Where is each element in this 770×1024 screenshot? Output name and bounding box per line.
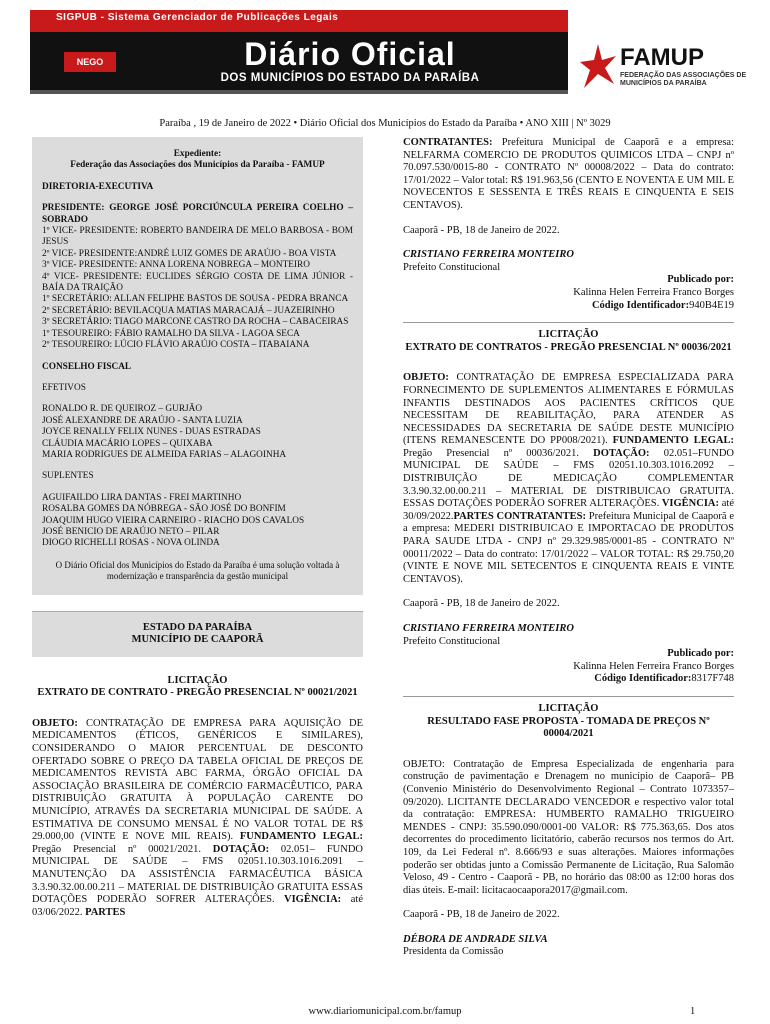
- expediente-box: [32, 137, 363, 595]
- masthead-system-name: SIGPUB - Sistema Gerenciador de Publicações Legais: [56, 12, 339, 23]
- suplente-item: JOSÉ BENICIO DE ARAÚJO NETO – PILAR: [42, 526, 220, 537]
- article-divider: [403, 322, 734, 323]
- conselho-fiscal-title: CONSELHO FISCAL: [42, 361, 132, 372]
- diretoria-title: DIRETORIA-EXECUTIVA: [42, 181, 154, 192]
- right-article2-place: Caaporã - PB, 18 de Janeiro de 2022.: [403, 598, 560, 610]
- article-divider: [403, 696, 734, 697]
- right-article2-role: Prefeito Constitucional: [403, 635, 501, 647]
- left-article-body: OBJETO: CONTRATAÇÃO DE EMPRESA PARA AQUISIÇÃO DE MEDICAMENTOS (ÉTICOS, GENÉRICOS E SIMILARES), CONSIDERANDO O MAIOR PERCENTUAL DE DESCONTO OFERTADO SOBRE O PREÇO DA TABELA OFICIAL DE PREÇOS DE MEDICAMENTOS REVISTA ABC FARMA, ÓRGÃO OFICIAL DA ASSOCIAÇÃO BRASILEIRA DE COMÉRCIO FARMACÊUTICO, PARA DISTRIBUIÇÃO GRATUITA À POPULAÇÃO CARENTE DO MUNICÍPIO, ATRAVÉS DA SECRETARIA MUNICIPAL DE SAÚDE. A ESTIMATIVA DE CONSUMO MENSAL É NO VALOR TOTAL DE R$ 29.000,00 (VINTE E NOVE MIL REAIS). FUNDAMENTO LEGAL: Pregão Presencial nº 00021/2021. DOTAÇÃO: 02.051– FUNDO MUNICIPAL DE SAÚDE – FMS 02051.10.303.1016.2091 – MANUTENÇÃO DA ASSISTÊNCIA FARMACÊUTICA BÁSICA 3.3.90.32.00.00.211 – MATERIAL DE DISTRIBUIÇÃO GRATUITA ESSAS DOTAÇÕES PODERÃO SOFRER ALTERAÇÕES. VIGÊNCIA: até 03/06/2022. PARTES: [32, 717, 364, 918]
- efetivo-item: JOSÉ ALEXANDRE DE ARAÚJO - SANTA LUZIA: [42, 415, 243, 426]
- left-article-section: LICITAÇÃO: [167, 674, 228, 686]
- efetivo-item: JOYCE RENALLY FELIX NUNES - DUAS ESTRADAS: [42, 427, 261, 438]
- left-article-title: EXTRATO DE CONTRATO - PREGÃO PRESENCIAL Nº 00021/2021: [37, 687, 358, 699]
- famup-logo: [578, 42, 758, 98]
- right-article2-code: Código Identificador:8317F748: [594, 673, 734, 685]
- edition-line: Paraíba , 19 de Janeiro de 2022 • Diário Oficial dos Municípios do Estado da Paraíba • ANO XIII | Nº 3029: [159, 118, 611, 129]
- diretoria-item: PRESIDENTE: GEORGE JOSÉ PORCIÚNCULA PEREIRA COELHO – SOBRADO: [42, 203, 353, 225]
- right-article1-role: Prefeito Constitucional: [403, 261, 501, 273]
- suplente-item: ROSALBA GOMES DA NÓBREGA - SÃO JOSÉ DO BONFIM: [42, 504, 286, 515]
- right-article1-place: Caaporã - PB, 18 de Janeiro de 2022.: [403, 224, 560, 236]
- masthead-badge: NEGO: [64, 52, 116, 72]
- diretoria-item: 3º SECRETÁRIO: TIAGO MARCONE CASTRO DA ROCHA – CABACEIRAS: [42, 317, 349, 328]
- diretoria-list: [42, 203, 353, 351]
- suplente-item: AGUIFAILDO LIRA DANTAS - FREI MARTINHO: [42, 492, 242, 503]
- masthead-main: [30, 32, 568, 90]
- expediente-title: Expediente:: [173, 149, 222, 159]
- suplentes-title: SUPLENTES: [42, 471, 94, 482]
- masthead-subtitle: DOS MUNICÍPIOS DO ESTADO DA PARAÍBA: [220, 72, 480, 84]
- suplente-item: JOAQUIM HUGO VIEIRA CARNEIRO - RIACHO DOS CAVALOS: [42, 515, 305, 526]
- right-article3-body: OBJETO: Contratação de Empresa Especializada de engenharia para construção de pavimentação e Drenagem no município de Caaporã– PB (Convenio Ministério do Desenvolvimento Regional – Contrato 1073357–09/2020). LICITANTE DECLARADO VENCEDOR e respectivo valor total da contratação: EMPRESA: HUMBERTO RAMALHO TRIGUEIRO MENDES - CNPJ: 35.590.090/0001-00 VALOR: R$ 775.363,65. Dos atos decorrentes do procedimento licitatório, caberão recursos nos termos do Art. 109, da Lei Federal nº. 8.666/93 e suas alterações. Maiores informações poderão ser obtidas junto a Comissão Permanente de Licitação, Rua Salomão Veloso, 49 - Centro - Caaporã - PB, no horário das 08:00 as 12:00 horas dos dias úteis. E-mail: licitacaocaapora2017@gmail.com.: [403, 758, 734, 896]
- right-article1-pub-name: Kalinna Helen Ferreira Franco Borges: [573, 286, 734, 298]
- famup-star-icon: [578, 42, 618, 94]
- diretoria-item: 1º VICE- PRESIDENTE: ROBERTO BANDEIRA DE MELO BARBOSA - BOM JESUS: [42, 226, 353, 248]
- right-article1-body: CONTRATANTES: Prefeitura Municipal de Caaporã e a empresa: NELFARMA COMERCIO DE PRODUTOS QUIMICOS LTDA – CNPJ nº 70.097.530/0015-80 - CONTRATO Nº 00008/2022 – Data do contrato: 17/01/2022 – Valor total: R$ 191.963,56 (CENTO E NOVENTA E UM MIL E NOVECENTOS E SESSENTA E TRÊS REAIS E CINQUENTA E SEIS CENTAVOS).: [403, 137, 734, 211]
- municipality-name: MUNICÍPIO DE CAAPORÃ: [131, 634, 264, 646]
- efetivo-item: RONALDO R. DE QUEIROZ – GURJÃO: [42, 404, 203, 415]
- right-article3-place: Caaporã - PB, 18 de Janeiro de 2022.: [403, 909, 560, 921]
- diretoria-item: 2º TESOUREIRO: LÚCIO FLÁVIO ARAÚJO COSTA – ITABAIANA: [42, 340, 310, 351]
- page-number: 1: [690, 1006, 696, 1017]
- right-article1-pub-label: Publicado por:: [667, 274, 734, 286]
- masthead-shadow: [30, 90, 568, 94]
- efetivo-item: CLÁUDIA MACÁRIO LOPES – QUIXABA: [42, 438, 213, 449]
- right-article2-pub-name: Kalinna Helen Ferreira Franco Borges: [573, 660, 734, 672]
- right-article1-signer: CRISTIANO FERREIRA MONTEIRO: [403, 249, 574, 261]
- masthead-top-bar: [30, 10, 568, 32]
- diretoria-item: 4º VICE- PRESIDENTE: EUCLIDES SÉRGIO COSTA DE LIMA JÚNIOR - BAÍA DA TRAIÇÃO: [42, 271, 353, 294]
- diretoria-item: 1º SECRETÁRIO: ALLAN FELIPHE BASTOS DE SOUSA - PEDRA BRANCA: [42, 294, 349, 305]
- diretoria-item: 2º SECRETÁRIO: BEVILACQUA MATIAS MARACAJÁ – JUAZEIRINHO: [42, 305, 335, 316]
- masthead: [0, 0, 770, 112]
- expediente-org: Federação das Associações dos Municípios da Paraíba - FAMUP: [70, 160, 325, 171]
- masthead-title: Diário Oficial: [244, 36, 456, 72]
- footer-url[interactable]: www.diariomunicipal.com.br/famup: [308, 1006, 462, 1017]
- diretoria-item: 3º VICE- PRESIDENTE: ANNA LORENA NOBREGA – MONTEIRO: [42, 260, 310, 271]
- right-column: [403, 137, 734, 959]
- suplente-item: DIOGO RICHELLI ROSAS - NOVA OLINDA: [42, 538, 220, 549]
- right-article1-code: Código Identificador:940B4E19: [591, 299, 734, 311]
- left-column: [32, 137, 363, 919]
- right-article3-section: LICITAÇÃO: [538, 702, 599, 714]
- famup-logo-name: FAMUP: [620, 44, 704, 71]
- right-article2-signer: CRISTIANO FERREIRA MONTEIRO: [403, 623, 574, 634]
- diretoria-item: 2º VICE- PRESIDENTE:ANDRÉ LUIZ GOMES DE ARAÚJO - BOA VISTA: [42, 248, 337, 259]
- right-article2-pub-label: Publicado por:: [667, 648, 734, 660]
- expediente-footnote: O Diário Oficial dos Municípios do Estado da Paraíba é uma solução voltada à modernização e transparência da gestão municipal: [55, 559, 340, 582]
- famup-logo-desc: FEDERAÇÃO DAS ASSOCIAÇÕES DE MUNICÍPIOS DA PARAÍBA: [620, 72, 747, 87]
- right-article3-title: RESULTADO FASE PROPOSTA - TOMADA DE PREÇOS Nº 00004/2021: [427, 715, 710, 740]
- state-box: [32, 611, 363, 657]
- right-article2-body: OBJETO: CONTRATAÇÃO DE EMPRESA ESPECIALIZADA PARA FORNECIMENTO DE SUPLEMENTOS ALIMENTARES E FÓRMULAS INFANTIS DESTINADOS AOS PACIENTES CRÍTICOS QUE NECESSITAM DE REABILITAÇÃO, PARA ATENDER AS NECESSIDADES DA SECRETARIA DE SAÚDE DESTE MUNICÍPIO (ITENS REMANESCENTE DO PP008/2021). FUNDAMENTO LEGAL: Pregão Presencial nº 00036/2021. DOTAÇÃO: 02.051–FUNDO MUNICIPAL DE SAÚDE – FMS 02051.10.303.1016.2092 – DISTRIBUIÇÃO DE MEDICAÇÃO COMPLEMENTAR 3.3.90.32.00.00.211 – MATERIAL DE DISTRIBUICAO GRATUITA. ESSAS DOTAÇÕES PODERÃO SOFRER ALTERAÇÕES. VIGÊNCIA: até 30/09/2022.PARTES CONTRATANTES: Prefeitura Municipal de Caaporã e a empresa: MEDERI DISTRIBUICAO E IMPORTACAO DE PRODUTOS PARA SAUDE LTDA - CNPJ nº 29.329.985/0001-85 - CONTRATO Nº 00011/2022 – Data do contrato: 17/01/2022 – VALOR TOTAL: R$ 29.750,20 (VINTE E NOVE MIL SETECENTOS E CINQUENTA REAIS E VINTE CENTAVOS).: [403, 372, 735, 585]
- right-article2-section: LICITAÇÃO: [538, 329, 599, 341]
- efetivos-title: EFETIVOS: [42, 382, 86, 393]
- right-article3-role: Presidenta da Comissão: [403, 946, 504, 958]
- right-article3-signer: DÉBORA DE ANDRADE SILVA: [403, 933, 548, 945]
- state-name: ESTADO DA PARAÍBA: [142, 621, 253, 633]
- diretoria-item: 1º TESOUREIRO: FÁBIO RAMALHO DA SILVA - LAGOA SECA: [42, 328, 300, 339]
- right-article2-title: EXTRATO DE CONTRATOS - PREGÃO PRESENCIAL Nº 00036/2021: [405, 341, 732, 353]
- efetivo-item: MARIA RODRIGUES DE ALMEIDA FARIAS – ALAGOINHA: [42, 449, 287, 460]
